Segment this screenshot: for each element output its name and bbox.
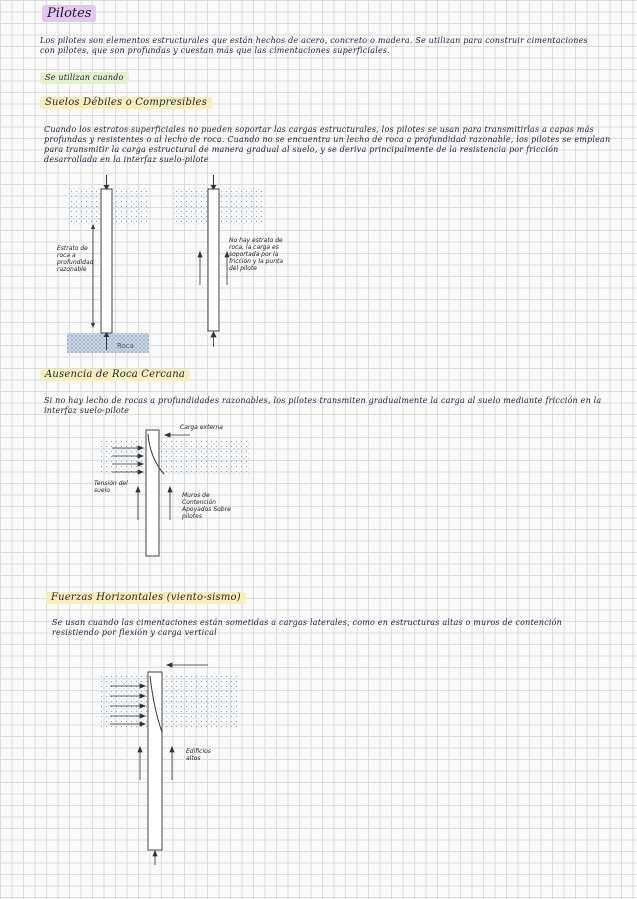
section-text-horizontal: Se usan cuando las cimentaciones están sometidas a cargas laterales, como en estructuras altas o muros de contención resistiendo por flexión y carga vertical [52,618,563,637]
label-rock-stratum: Estrato de roca a profundidad razonable [57,245,94,273]
diagram-horizontal [90,660,250,870]
rock-label: Roca [117,342,134,350]
diagram-weak-soil [55,175,285,355]
section-heading-horizontal: Fuerzas Horizontales (viento-sismo) [46,592,246,604]
label-retaining-walls: Muros de Contención Apoyados Sobre pilotes [182,492,231,520]
uses-label: Se utilizan cuando [40,72,129,84]
label-soil-tension: Tensión del suelo [94,480,128,494]
section-heading-no-rock: Ausencia de Roca Cercana [40,369,190,381]
page-title: Pilotes [42,5,96,22]
label-external-load: Carga externa [180,424,223,431]
section-heading-weak-soil: Suelos Débiles o Compresibles [40,97,212,109]
section-text-weak-soil: Cuando los estratos superficiales no pueden soportar las cargas estructurales, los pilotes se usan para transmitirlas a capas más profundas y resistentes o al lecho de roca. Cuando no se encuentra un lecho de roca a profundidad razonable, los pilotes se emplean para transmitir la carga estructural de manera gradual al suelo, y se deriva principalmente de la resistencia por fricción desarrollada en la interfaz suelo-pilote [44,125,611,164]
section-text-no-rock: Si no hay lecho de rocas a profundidades razonables, los pilotes transmiten gradualmente la carga al suelo mediante fricción en la interfaz suelo-pilote [44,396,602,415]
diagram-no-rock [90,420,260,560]
label-no-rock: No hay estrato de roca, la carga es soportada por la fricción y la punta del pilote [229,237,284,272]
label-tall-buildings: Edificios altos [186,748,211,762]
intro-text: Los pilotes son elementos estructurales que están hechos de acero, concreto o madera. Se utilizan para construir cimentaciones con pilotes, que son profundas y cuestan más que las cimentaciones superficiales. [40,36,588,55]
diagram-horizontal-svg [90,660,250,870]
